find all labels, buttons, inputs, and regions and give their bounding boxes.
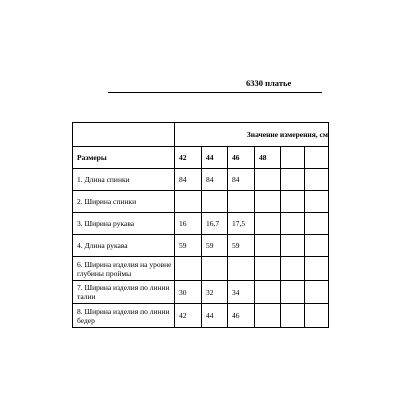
value-cell: 59 — [228, 235, 255, 257]
value-cell: 16 — [175, 213, 202, 235]
value-cell — [255, 281, 281, 304]
sizes-label: Размеры — [73, 147, 175, 169]
size-cell: 44 — [202, 147, 228, 169]
table-row — [73, 169, 329, 191]
value-cell — [175, 257, 202, 281]
value-cell — [281, 191, 305, 213]
value-cell — [281, 169, 305, 191]
table-row — [73, 257, 329, 281]
value-cell: 84 — [202, 169, 228, 191]
value-cell — [255, 169, 281, 191]
table-row — [73, 191, 329, 213]
measurement-label: 1. Длина спинки — [73, 169, 175, 191]
size-cell: 46 — [228, 147, 255, 169]
table-row — [73, 235, 329, 257]
value-cell: 34 — [228, 281, 255, 304]
value-cell — [281, 213, 305, 235]
value-cell — [255, 213, 281, 235]
size-table — [72, 122, 329, 328]
value-cell — [175, 191, 202, 213]
value-cell — [202, 257, 228, 281]
size-cell: 42 — [175, 147, 202, 169]
value-cell: 32 — [202, 281, 228, 304]
value-cell: 46 — [228, 304, 255, 328]
value-cell — [228, 191, 255, 213]
measurement-label: 6. Ширина изделия на уровне глубины проймы — [73, 257, 175, 281]
document-title: 6330 платье — [246, 78, 292, 88]
value-cell — [228, 257, 255, 281]
size-cell: 48 — [255, 147, 281, 169]
value-cell — [305, 235, 329, 257]
size-cell — [305, 147, 329, 169]
table-row — [73, 281, 329, 304]
value-cell: 16,7 — [202, 213, 228, 235]
value-cell: 59 — [175, 235, 202, 257]
empty-corner-cell — [73, 123, 175, 147]
value-cell — [255, 235, 281, 257]
value-cell — [202, 191, 228, 213]
value-cell: 84 — [175, 169, 202, 191]
measurement-label: 4. Длина рукава — [73, 235, 175, 257]
value-cell — [305, 169, 329, 191]
value-cell — [305, 304, 329, 328]
value-cell — [255, 304, 281, 328]
measurement-header: Значение измерения, см — [175, 123, 329, 147]
value-cell — [305, 191, 329, 213]
measurement-label: 3. Ширина рукава — [73, 213, 175, 235]
header-rule — [108, 92, 322, 93]
value-cell — [305, 213, 329, 235]
value-cell — [281, 257, 305, 281]
value-cell — [281, 281, 305, 304]
value-cell: 42 — [175, 304, 202, 328]
measurement-header-row — [73, 123, 329, 147]
size-cell — [281, 147, 305, 169]
value-cell — [281, 304, 305, 328]
measurement-label: 2. Ширина спинки — [73, 191, 175, 213]
value-cell — [255, 191, 281, 213]
value-cell: 44 — [202, 304, 228, 328]
table-row — [73, 304, 329, 328]
value-cell — [305, 257, 329, 281]
measurement-label: 7. Ширина изделия по линии талии — [73, 281, 175, 304]
measurement-label: 8. Ширина изделия по линии бедер — [73, 304, 175, 328]
value-cell: 30 — [175, 281, 202, 304]
sizes-row — [73, 147, 329, 169]
value-cell — [305, 281, 329, 304]
table-row — [73, 213, 329, 235]
value-cell — [255, 257, 281, 281]
value-cell: 59 — [202, 235, 228, 257]
value-cell: 17,5 — [228, 213, 255, 235]
value-cell: 84 — [228, 169, 255, 191]
value-cell — [281, 235, 305, 257]
